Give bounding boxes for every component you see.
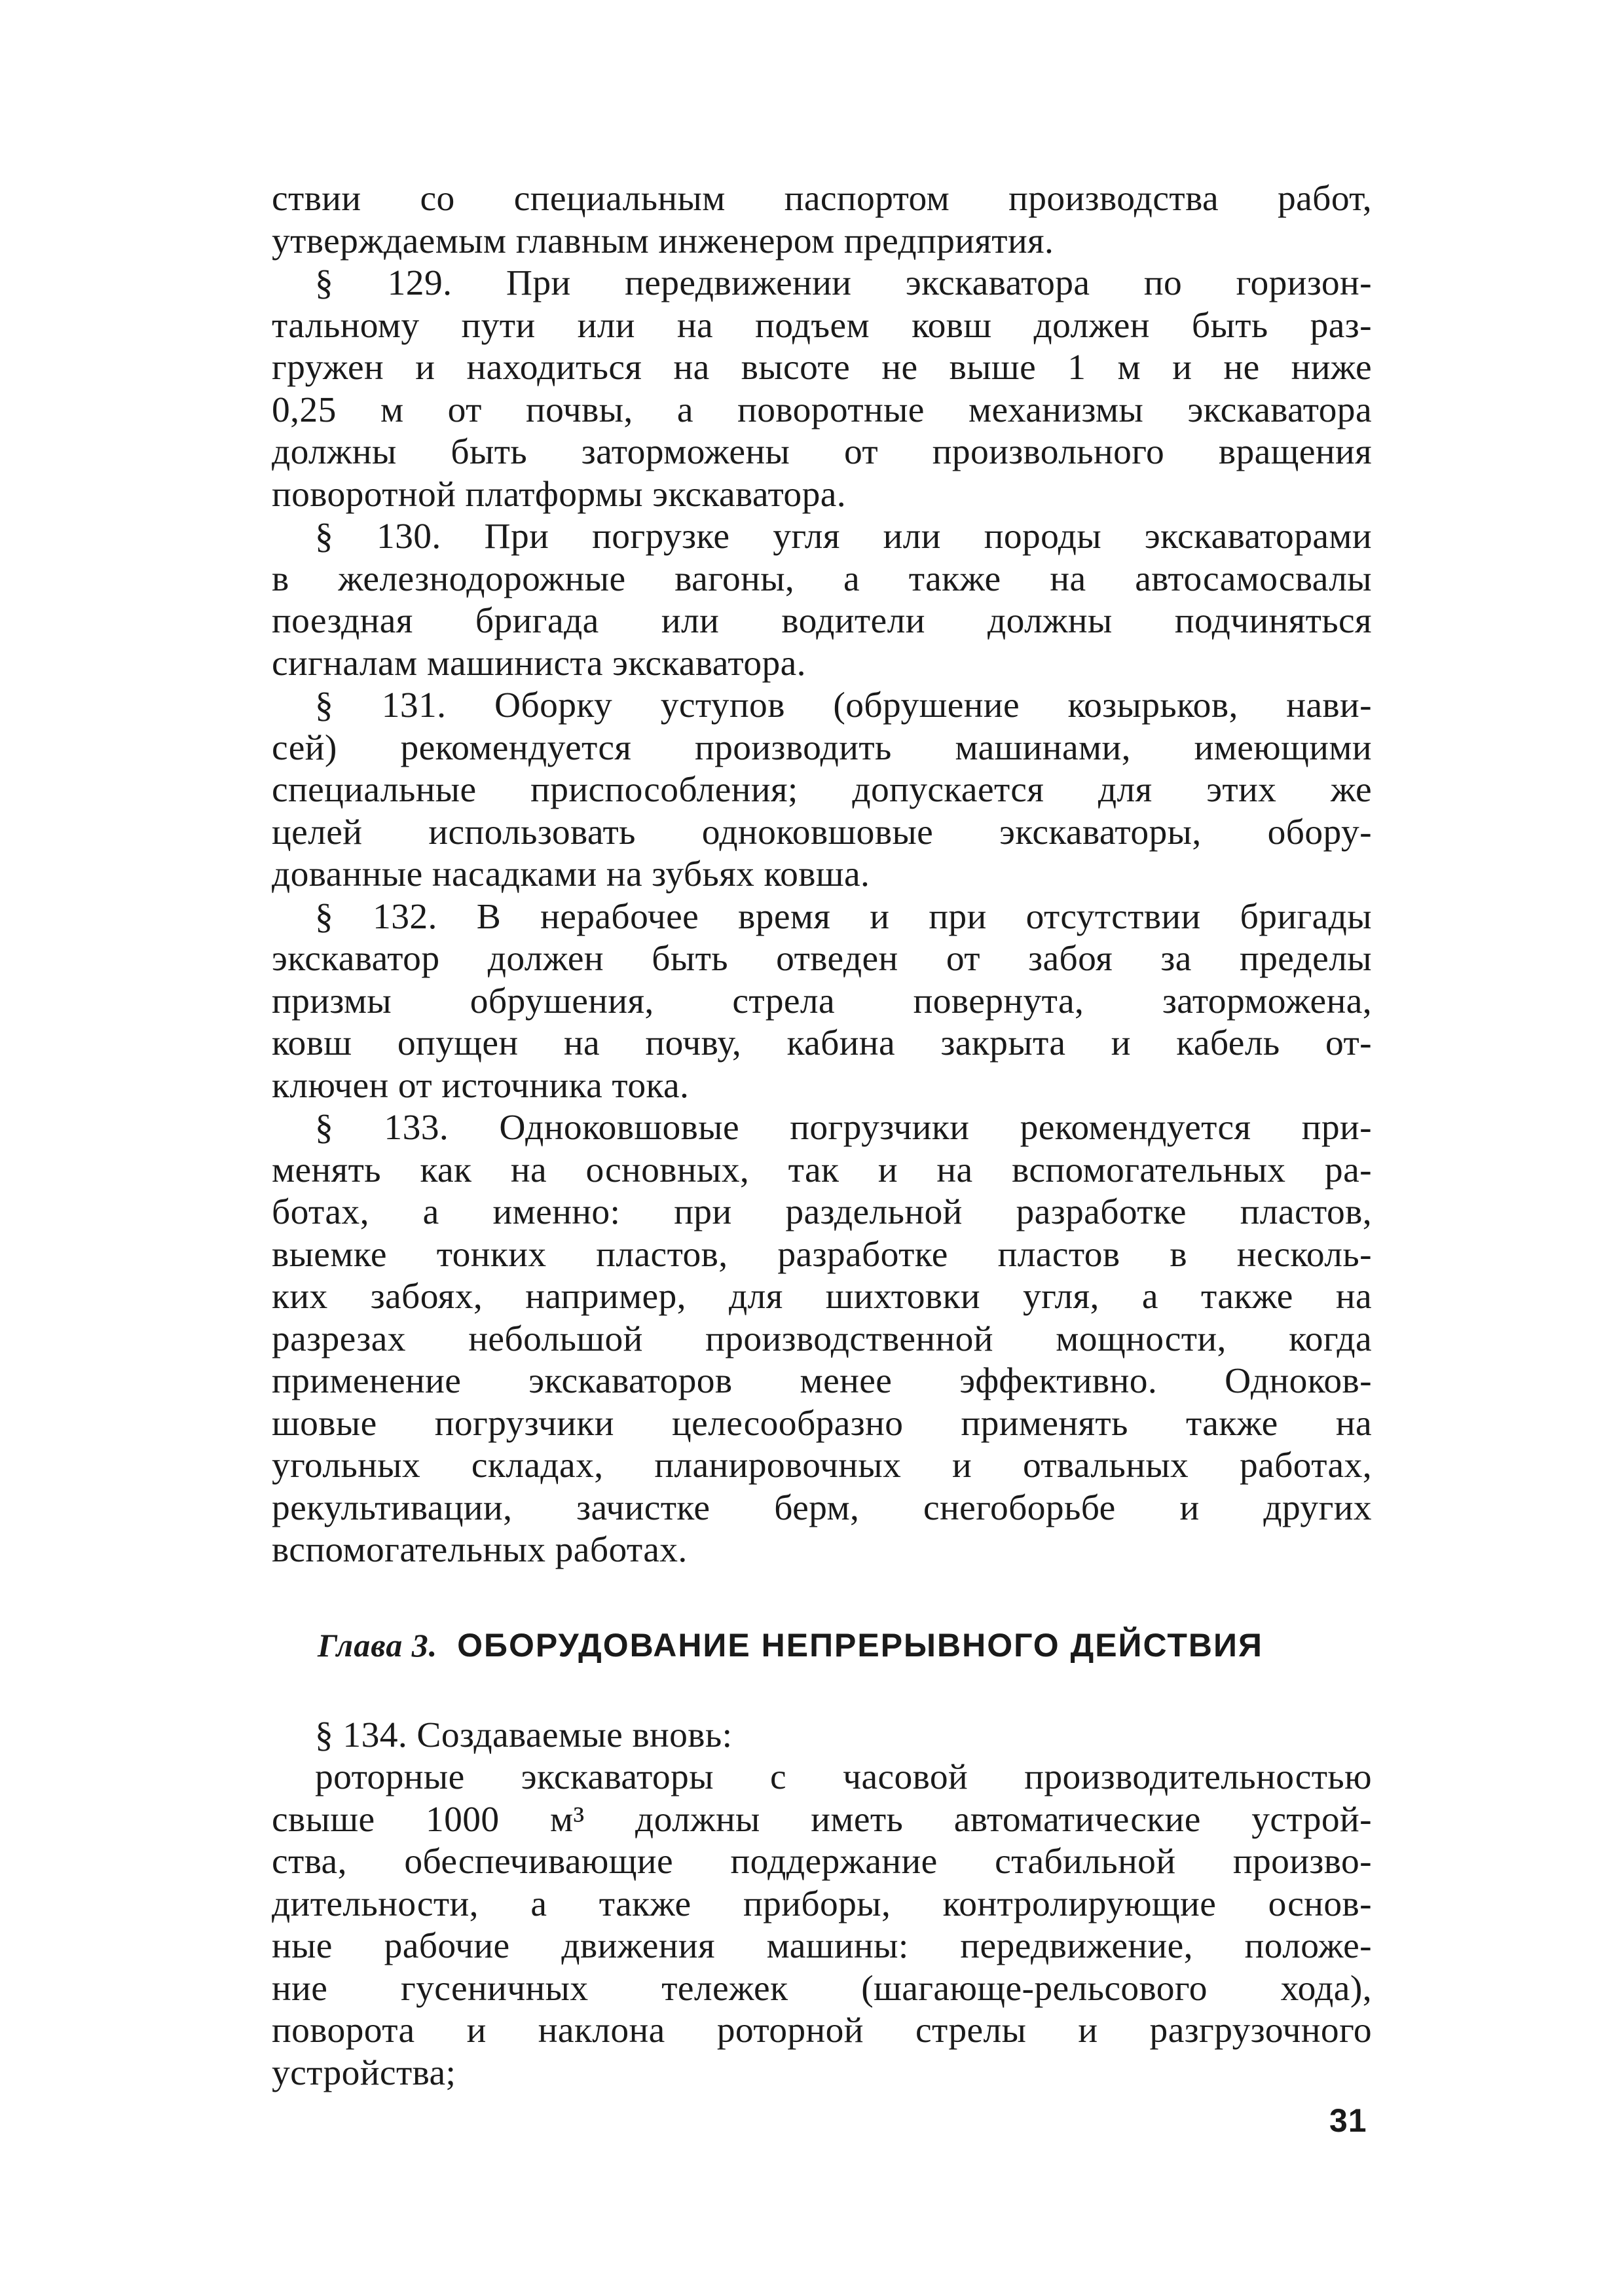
text-line: угольных складах, планировочных и отвальных работах, xyxy=(272,1446,1372,1485)
text-line: выемке тонких пластов, разработке пластов в несколь- xyxy=(272,1234,1372,1275)
text-line: ства, обеспечивающие поддержание стабильной произво- xyxy=(272,1842,1372,1882)
text-line: § 130. При погрузке угля или породы экскаваторами xyxy=(315,517,1372,556)
text-line: рекультивации, зачистке берм, снегоборьбе и других xyxy=(272,1487,1372,1528)
text-line: гружен и находиться на высоте не выше 1 м и не ниже xyxy=(272,348,1372,388)
text-block-bottom xyxy=(272,1715,1372,2095)
text-line: вспомогательных работах. xyxy=(272,1530,688,1570)
chapter-label: Глава 3. xyxy=(318,1626,438,1664)
text-line: поворотной платформы экскаватора. xyxy=(272,474,847,515)
text-line: применение экскаваторов менее эффективно. Одноков- xyxy=(272,1361,1372,1401)
text-line: устройства; xyxy=(272,2052,456,2093)
text-line: призмы обрушения, стрела повернута, заторможена, xyxy=(272,981,1372,1021)
text-line: ствии со специальным паспортом производства работ, xyxy=(272,179,1372,219)
page-body xyxy=(272,178,1372,2094)
text-line: § 129. При передвижении экскаватора по горизон- xyxy=(315,263,1372,303)
text-line: ные рабочие движения машины: передвижение, положе- xyxy=(272,1926,1372,1966)
text-line: в железнодорожные вагоны, а также на автосамосвалы xyxy=(272,558,1372,599)
text-line: поворота и наклона роторной стрелы и разгрузочного xyxy=(272,2011,1372,2050)
text-line: экскаватор должен быть отведен от забоя за пределы xyxy=(272,939,1372,979)
text-line: должны быть заторможены от произвольного вращения xyxy=(272,432,1372,472)
text-line: утверждаемым главным инженером предприятия. xyxy=(272,221,1054,261)
text-line: дованные насадками на зубьях ковша. xyxy=(272,854,870,894)
paragraph-p130 xyxy=(272,516,1372,685)
text-line: ние гусеничных тележек (шагающе-рельсового хода), xyxy=(272,1968,1372,2009)
paragraph-p132 xyxy=(272,896,1372,1108)
text-line: поездная бригада или водители должны подчиняться xyxy=(272,601,1372,641)
text-line: сигналам машиниста экскаватора. xyxy=(272,643,806,683)
paragraph-p133 xyxy=(272,1107,1372,1572)
text-line: свыше 1000 м³ должны иметь автоматические устрой- xyxy=(272,1799,1372,1840)
text-line: § 132. В нерабочее время и при отсутствии бригады xyxy=(315,896,1372,937)
text-line: 0,25 м от почвы, а поворотные механизмы экскаватора xyxy=(272,390,1372,430)
text-line: § 131. Оборку уступов (обрушение козырьков, нави- xyxy=(315,685,1372,725)
page-number: 31 xyxy=(1329,2102,1367,2139)
text-line: ключен от источника тока. xyxy=(272,1065,690,1106)
text-line: ковш опущен на почву, кабина закрыта и кабель от- xyxy=(272,1023,1372,1063)
text-line: § 133. Одноковшовые погрузчики рекомендуется при- xyxy=(315,1108,1372,1148)
text-line: ботах, а именно: при раздельной разработке пластов, xyxy=(272,1192,1372,1232)
text-line: роторные экскаваторы с часовой производительностью xyxy=(315,1757,1372,1797)
text-line: целей использовать одноковшовые экскаваторы, обору- xyxy=(272,812,1372,852)
text-line: ких забоях, например, для шихтовки угля, а также на xyxy=(272,1277,1372,1317)
paragraph-p134 xyxy=(272,1715,1372,1757)
text-line: § 134. Создаваемые вновь: xyxy=(315,1715,733,1755)
text-line: дительности, а также приборы, контролирующие основ- xyxy=(272,1884,1372,1924)
text-line: специальные приспособления; допускается для этих же xyxy=(272,770,1372,810)
paragraph-p131 xyxy=(272,685,1372,896)
text-line: шовые погрузчики целесообразно применять также на xyxy=(272,1403,1372,1444)
text-line: сей) рекомендуется производить машинами, имеющими xyxy=(272,727,1372,768)
chapter-title: ОБОРУДОВАНИЕ НЕПРЕРЫВНОГО ДЕЙСТВИЯ xyxy=(457,1626,1263,1664)
paragraph-p-cont xyxy=(272,178,1372,263)
chapter-heading xyxy=(272,1624,1372,1666)
text-line: разрезах небольшой производственной мощности, когда xyxy=(272,1319,1372,1359)
text-block-top xyxy=(272,178,1372,1572)
paragraph-p129 xyxy=(272,263,1372,516)
text-line: менять как на основных, так и на вспомогательных ра- xyxy=(272,1150,1372,1190)
paragraph-p134a xyxy=(272,1757,1372,2094)
text-line: тальному пути или на подъем ковш должен быть раз- xyxy=(272,305,1372,346)
